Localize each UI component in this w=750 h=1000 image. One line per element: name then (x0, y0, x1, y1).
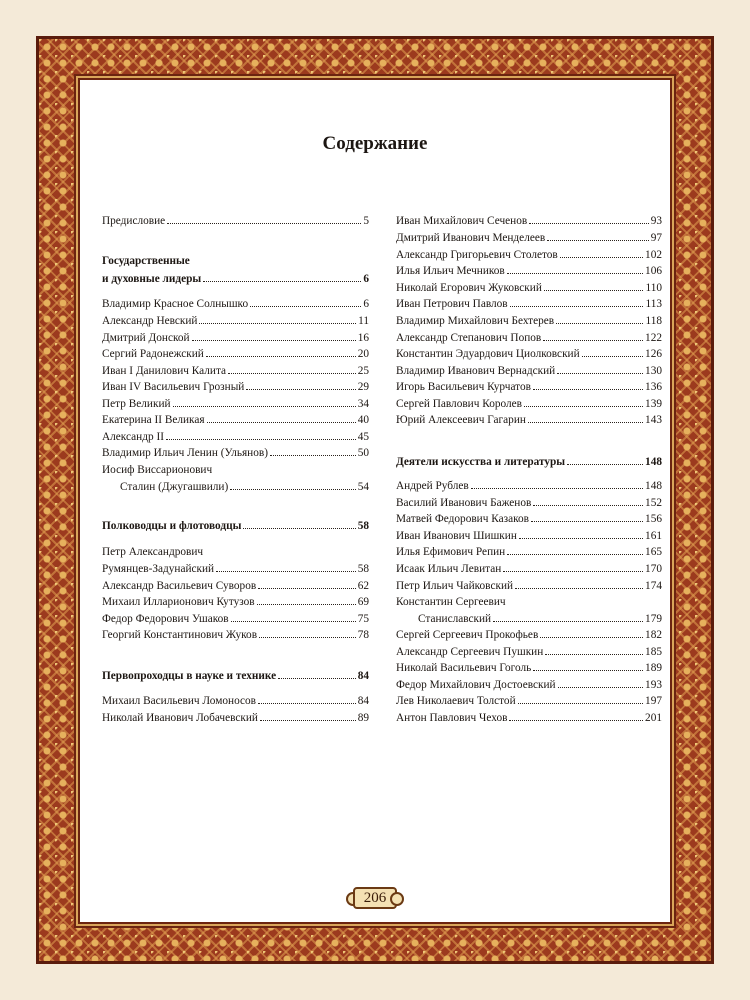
toc-entry[interactable]: Николай Егорович Жуковский 110 (396, 282, 662, 294)
toc-entry[interactable]: Дмитрий Донской 16 (102, 332, 369, 344)
toc-entry[interactable]: Андрей Рублев 148 (396, 480, 662, 492)
toc-entry[interactable]: Михаил Васильевич Ломоносов 84 (102, 695, 369, 707)
toc-entry-line1: Петр Александрович (102, 546, 204, 558)
toc-entry[interactable]: Иван Иванович Шишкин 161 (396, 530, 662, 542)
scroll-ornament-icon (390, 892, 404, 906)
toc-entry[interactable]: Юрий Алексеевич Гагарин 143 (396, 414, 662, 426)
toc-entry[interactable]: Петр Великий 34 (102, 398, 369, 410)
toc-entry[interactable]: Константин Эдуардович Циолковский 126 (396, 348, 662, 360)
section-heading-leaders[interactable]: и духовные лидеры 6 (102, 273, 369, 285)
page-number-badge (346, 887, 404, 909)
toc-entry[interactable]: Александр II 45 (102, 431, 369, 443)
page-title: Содержание (322, 133, 428, 154)
toc-entry[interactable]: Василий Иванович Баженов 152 (396, 497, 662, 509)
toc-entry[interactable]: Игорь Васильевич Курчатов 136 (396, 381, 662, 393)
toc-entry[interactable]: Иван Михайлович Сеченов 93 (396, 215, 662, 227)
section-heading-commanders[interactable]: Полководцы и флотоводцы 58 (102, 520, 369, 532)
toc-entry[interactable]: Румянцев-Задунайский 58 (102, 563, 369, 575)
toc-entry[interactable]: Матвей Федорович Казаков 156 (396, 513, 662, 525)
toc-entry[interactable]: Александр Васильевич Суворов 62 (102, 580, 369, 592)
toc-entry[interactable]: Петр Ильич Чайковский 174 (396, 580, 662, 592)
toc-entry[interactable]: Лев Николаевич Толстой 197 (396, 695, 662, 707)
toc-entry-preface[interactable]: Предисловие 5 (102, 215, 369, 227)
toc-entry[interactable]: Сталин (Джугашвили) 54 (120, 481, 369, 493)
toc-entry[interactable]: Александр Степанович Попов 122 (396, 332, 662, 344)
section-heading-arts[interactable]: Деятели искусства и литературы 148 (396, 456, 662, 468)
toc-entry[interactable]: Владимир Иванович Вернадский 130 (396, 365, 662, 377)
toc-entry[interactable]: Илья Ильич Мечников 106 (396, 265, 662, 277)
toc-entry[interactable]: Сергей Павлович Королев 139 (396, 398, 662, 410)
toc-entry[interactable]: Михаил Илларионович Кутузов 69 (102, 596, 369, 608)
toc-entry[interactable]: Антон Павлович Чехов 201 (396, 712, 662, 724)
toc-entry[interactable]: Владимир Ильич Ленин (Ульянов) 50 (102, 447, 369, 459)
toc-entry[interactable]: Иван IV Васильевич Грозный 29 (102, 381, 369, 393)
section-heading-leaders-line1: Государственные (102, 255, 190, 267)
toc-entry[interactable]: Федор Михайлович Достоевский 193 (396, 679, 662, 691)
page-number: 206 (363, 889, 387, 906)
toc-entry[interactable]: Александр Григорьевич Столетов 102 (396, 249, 662, 261)
toc-entry[interactable]: Николай Васильевич Гоголь 189 (396, 662, 662, 674)
toc-entry-line1: Иосиф Виссарионович (102, 464, 213, 476)
toc-entry[interactable]: Федор Федорович Ушаков 75 (102, 613, 369, 625)
toc-entry[interactable]: Дмитрий Иванович Менделеев 97 (396, 232, 662, 244)
toc-entry[interactable]: Георгий Константинович Жуков 78 (102, 629, 369, 641)
toc-entry[interactable]: Александр Сергеевич Пушкин 185 (396, 646, 662, 658)
toc-entry[interactable]: Сергий Радонежский 20 (102, 348, 369, 360)
toc-entry[interactable]: Иван Петрович Павлов 113 (396, 298, 662, 310)
toc-entry[interactable]: Владимир Михайлович Бехтерев 118 (396, 315, 662, 327)
toc-entry[interactable]: Владимир Красное Солнышко 6 (102, 298, 369, 310)
toc-entry[interactable]: Илья Ефимович Репин 165 (396, 546, 662, 558)
toc-entry[interactable]: Станиславский 179 (418, 613, 662, 625)
toc-entry[interactable]: Иван I Данилович Калита 25 (102, 365, 369, 377)
toc-entry[interactable]: Александр Невский 11 (102, 315, 369, 327)
toc-entry[interactable]: Николай Иванович Лобачевский 89 (102, 712, 369, 724)
section-heading-pioneers[interactable]: Первопроходцы в науке и технике 84 (102, 670, 369, 682)
toc-entry[interactable]: Сергей Сергеевич Прокофьев 182 (396, 629, 662, 641)
toc-entry-line1: Константин Сергеевич (396, 596, 506, 608)
toc-entry[interactable]: Исаак Ильич Левитан 170 (396, 563, 662, 575)
toc-entry[interactable]: Екатерина II Великая 40 (102, 414, 369, 426)
